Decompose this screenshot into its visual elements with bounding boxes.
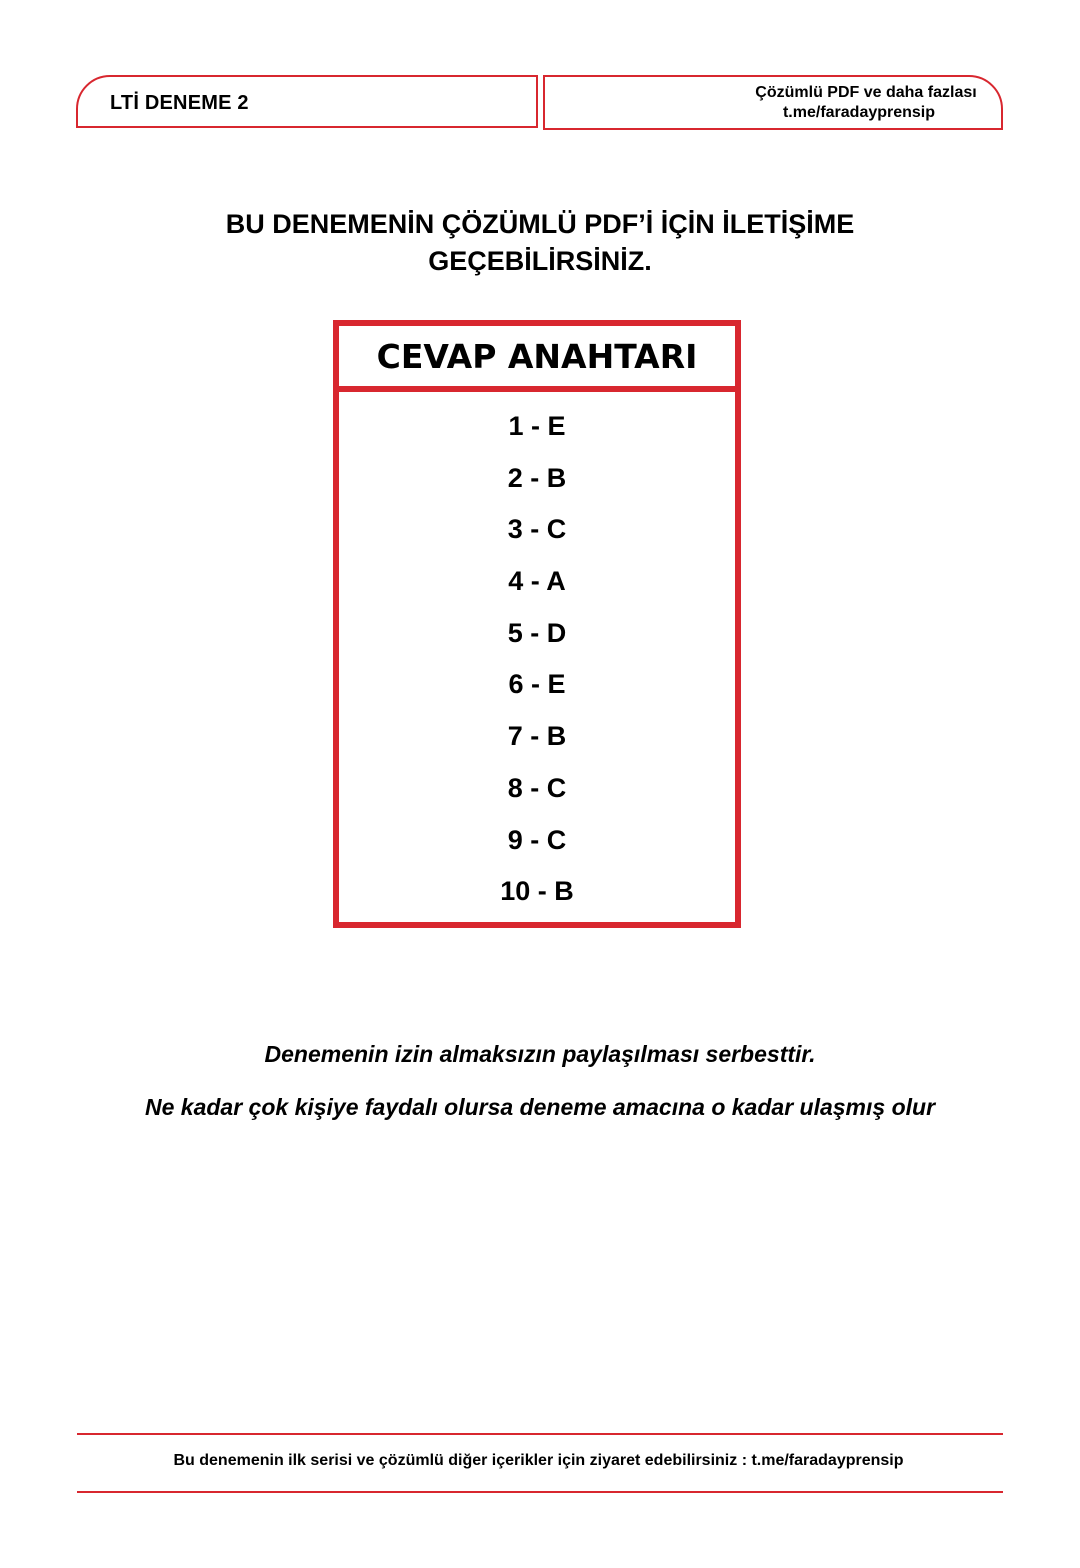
answer-item: 4 - A: [508, 566, 566, 597]
answer-item: 7 - B: [507, 721, 567, 752]
footer-divider-bottom: [77, 1491, 1003, 1493]
answer-item: 5 - D: [507, 617, 567, 648]
page-title: LTİ DENEME 2: [110, 92, 249, 114]
contact-heading: [0, 206, 1080, 280]
answer-item: 2 - B: [507, 462, 567, 493]
header-promo: [545, 83, 1001, 123]
answer-item: 8 - C: [507, 772, 567, 803]
answer-key-box: [333, 320, 741, 928]
purpose-note: Ne kadar çok kişiye faydalı olursa deneme amacına o kadar ulaşmış olur: [144, 1094, 936, 1120]
answer-key-title: CEVAP ANAHTARI: [339, 326, 735, 392]
answer-item: 9 - C: [507, 824, 567, 855]
answer-item: 10 - B: [500, 876, 574, 907]
contact-heading-line2: GEÇEBİLİRSİNİZ.: [428, 246, 652, 276]
contact-heading-line1: BU DENEMENİN ÇÖZÜMLÜ PDF’İ İÇİN İLETİŞİME: [225, 209, 855, 239]
header-promo-line1: Çözümlü PDF ve daha fazlası: [755, 84, 977, 101]
header-title-box: [76, 75, 538, 128]
answer-item: 1 - E: [508, 411, 566, 441]
footer-divider-top: [77, 1433, 1003, 1435]
answer-item: 3 - C: [507, 514, 567, 545]
footer-text: Bu denemenin ilk serisi ve çözümlü diğer içerikler için ziyaret edebilirsiniz : t.me/faradayprensip: [173, 1452, 904, 1469]
answer-item: 6 - E: [508, 669, 566, 700]
header-promo-box: [543, 75, 1003, 130]
sharing-note: Denemenin izin almaksızın paylaşılması serbesttir.: [264, 1041, 816, 1067]
header-promo-link: t.me/faradayprensip: [782, 104, 936, 121]
answer-key-list: [339, 392, 735, 918]
